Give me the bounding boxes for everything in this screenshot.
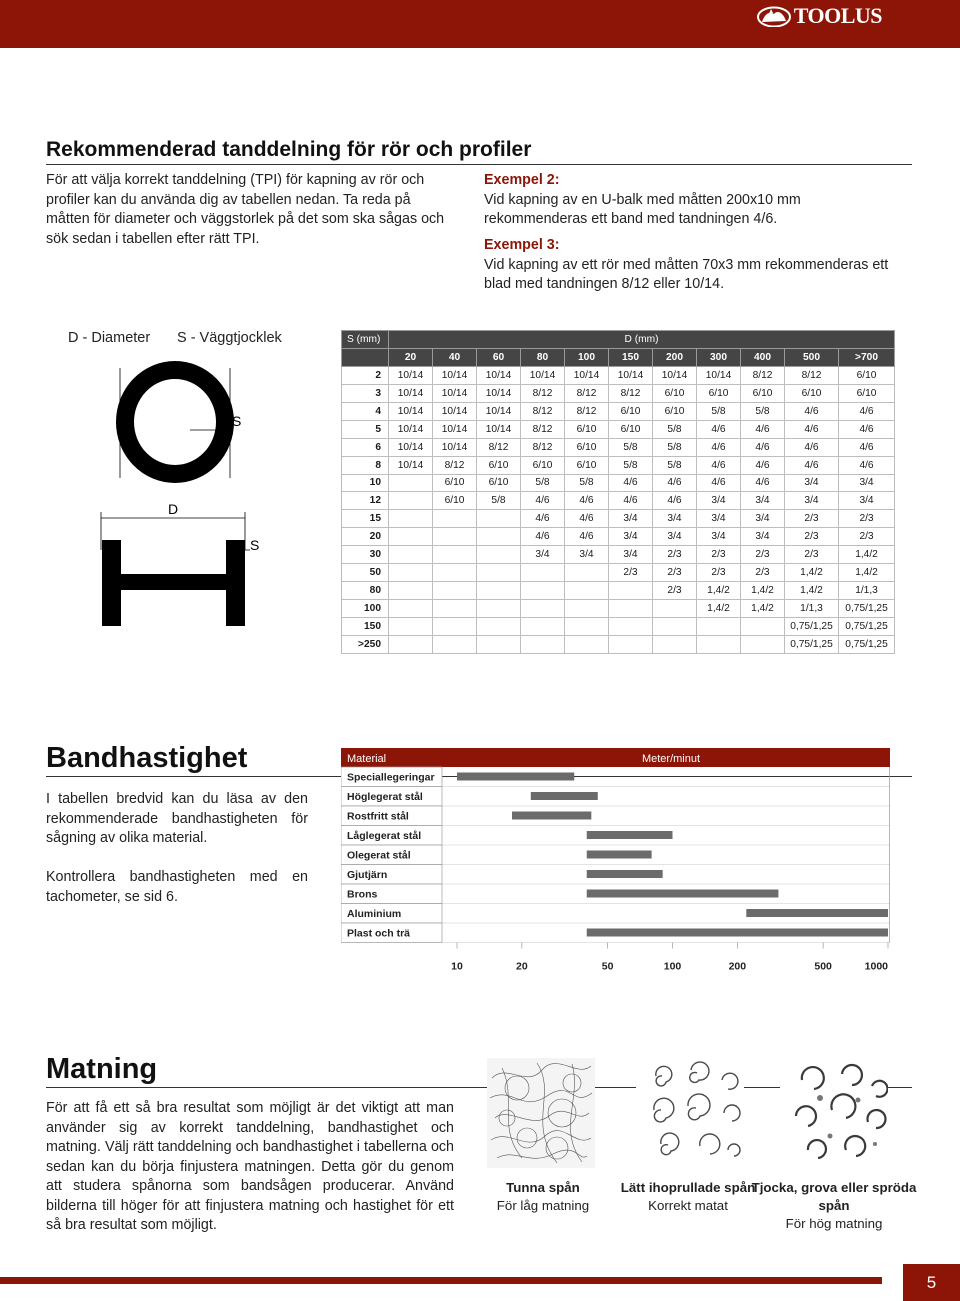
- tpi-cell: 1,4/2: [785, 564, 839, 582]
- example-2-title: Exempel 2:: [484, 172, 560, 188]
- tpi-cell: 5/8: [653, 456, 697, 474]
- band-text-2: Kontrollera bandhastigheten med en tachometer, se sid 6.: [46, 869, 308, 905]
- d-value-header: 100: [565, 348, 609, 366]
- tpi-cell: 10/14: [389, 366, 433, 384]
- tpi-cell: 3/4: [609, 528, 653, 546]
- tpi-cell: 0,75/1,25: [839, 600, 895, 618]
- d-header: D (mm): [389, 331, 895, 349]
- tpi-cell: 10/14: [653, 366, 697, 384]
- footer-bar: [0, 1277, 882, 1284]
- logo-mark-icon: [756, 5, 792, 27]
- tpi-cell: [477, 635, 521, 653]
- tpi-cell: 4/6: [653, 492, 697, 510]
- tpi-cell: 5/8: [609, 456, 653, 474]
- example-3-text: Vid kapning av ett rör med måtten 70x3 mm rekommenderas ett blad med tandningen 8/12 eller 10/14.: [484, 256, 889, 292]
- tpi-cell: [653, 635, 697, 653]
- speed-range-bar: [587, 890, 779, 898]
- tpi-cell: 4/6: [785, 456, 839, 474]
- tpi-cell: 4/6: [839, 420, 895, 438]
- tpi-table-header: [342, 331, 895, 349]
- tpi-cell: 10/14: [521, 366, 565, 384]
- thin-chips-image: [487, 1058, 595, 1168]
- diameter-label: D - Diameter: [68, 330, 151, 346]
- material-label: Låglegerat stål: [347, 830, 422, 842]
- tpi-cell: 6/10: [565, 456, 609, 474]
- tpi-cell: 3/4: [741, 510, 785, 528]
- tpi-cell: [565, 600, 609, 618]
- tpi-cell: 6/10: [433, 474, 477, 492]
- tpi-cell: 2/3: [741, 564, 785, 582]
- tpi-cell: 6/10: [653, 402, 697, 420]
- tpi-cell: 2/3: [785, 546, 839, 564]
- s-value: 12: [342, 492, 389, 510]
- material-label: Speciallegeringar: [347, 771, 435, 784]
- tpi-cell: 8/12: [565, 384, 609, 402]
- tpi-cell: 4/6: [785, 438, 839, 456]
- speed-range-bar: [457, 773, 574, 781]
- tpi-cell: 4/6: [697, 456, 741, 474]
- d-value-header: 500: [785, 348, 839, 366]
- tpi-cell: 5/8: [653, 420, 697, 438]
- d-value-header: 60: [477, 348, 521, 366]
- tpi-cell: [389, 635, 433, 653]
- material-label: Plast och trä: [347, 927, 411, 940]
- tpi-cell: [477, 618, 521, 636]
- tpi-cell: 6/10: [697, 384, 741, 402]
- tpi-cell: 10/14: [609, 366, 653, 384]
- profile-s-label: S: [250, 537, 260, 553]
- tpi-cell: 3/4: [697, 492, 741, 510]
- tpi-cell: 6/10: [741, 384, 785, 402]
- tpi-cell: [433, 600, 477, 618]
- tpi-cell: [389, 582, 433, 600]
- s-value: 150: [342, 618, 389, 636]
- tpi-cell: 5/8: [741, 402, 785, 420]
- d-value-header: 20: [389, 348, 433, 366]
- tpi-cell: 4/6: [653, 474, 697, 492]
- tpi-cell: [565, 635, 609, 653]
- material-label: Olegerat stål: [347, 849, 411, 862]
- tpi-cell: 3/4: [697, 528, 741, 546]
- divider: [46, 164, 912, 165]
- tpi-cell: 4/6: [565, 528, 609, 546]
- tpi-cell: 10/14: [389, 438, 433, 456]
- tpi-cell: 2/3: [741, 546, 785, 564]
- tpi-cell: 5/8: [477, 492, 521, 510]
- tpi-cell: 4/6: [697, 420, 741, 438]
- band-text-1: I tabellen bredvid kan du läsa av den rekommenderade bandhastigheten för sågning av olika material.: [46, 791, 308, 846]
- tpi-cell: 8/12: [433, 456, 477, 474]
- table-row: [342, 474, 895, 492]
- tpi-cell: 10/14: [433, 420, 477, 438]
- tpi-cell: 4/6: [609, 492, 653, 510]
- s-value: >250: [342, 635, 389, 653]
- chip-sub-3: För hög matning: [785, 1216, 883, 1231]
- tpi-cell: 10/14: [477, 366, 521, 384]
- tpi-cell: 4/6: [741, 420, 785, 438]
- tpi-cell: 2/3: [785, 510, 839, 528]
- s-value: 20: [342, 528, 389, 546]
- tpi-cell: [521, 564, 565, 582]
- tpi-cell: 2/3: [653, 582, 697, 600]
- table-row: [342, 528, 895, 546]
- page-number: 5: [903, 1264, 960, 1301]
- logo-wordmark: TOOLUS: [793, 3, 882, 28]
- table-row: [342, 492, 895, 510]
- tpi-cell: [477, 528, 521, 546]
- tpi-cell: 10/14: [389, 420, 433, 438]
- tpi-cell: 8/12: [521, 438, 565, 456]
- tpi-cell: 6/10: [521, 456, 565, 474]
- chip-title-2: Lätt ihoprullade spån: [620, 1180, 756, 1195]
- tpi-cell: 3/4: [785, 492, 839, 510]
- tpi-cell: 5/8: [609, 438, 653, 456]
- tpi-cell: [389, 510, 433, 528]
- material-label: Aluminium: [347, 908, 402, 920]
- tpi-cell: 4/6: [521, 492, 565, 510]
- table-row: [342, 420, 895, 438]
- tpi-cell: 6/10: [839, 384, 895, 402]
- x-tick-label: 500: [814, 960, 832, 973]
- tpi-cell: 0,75/1,25: [785, 635, 839, 653]
- tpi-cell: 3/4: [653, 528, 697, 546]
- tpi-cell: 3/4: [697, 510, 741, 528]
- tpi-cell: [477, 510, 521, 528]
- tpi-cell: 1,4/2: [741, 582, 785, 600]
- tpi-cell: 8/12: [609, 384, 653, 402]
- tpi-cell: [565, 618, 609, 636]
- tube-d-label: D: [168, 501, 179, 517]
- tpi-cell: 4/6: [521, 510, 565, 528]
- tpi-cell: 1,4/2: [697, 582, 741, 600]
- x-tick-label: 100: [663, 960, 682, 973]
- s-value: 100: [342, 600, 389, 618]
- tpi-cell: 10/14: [433, 438, 477, 456]
- tpi-cell: 3/4: [565, 546, 609, 564]
- example-3: [484, 236, 904, 295]
- profile-diagram: [90, 360, 290, 640]
- tpi-cell: 10/14: [389, 402, 433, 420]
- chip-sub-2: Korrekt matat: [648, 1198, 728, 1213]
- chip-title-1: Tunna spån: [506, 1180, 580, 1195]
- tpi-cell: 3/4: [839, 492, 895, 510]
- tpi-cell: 3/4: [653, 510, 697, 528]
- tpi-cell: [389, 528, 433, 546]
- tpi-cell: 1,4/2: [785, 582, 839, 600]
- tpi-cell: [389, 564, 433, 582]
- tpi-cell: 6/10: [609, 402, 653, 420]
- table-row: [342, 582, 895, 600]
- tpi-cell: [389, 546, 433, 564]
- s-value: 10: [342, 474, 389, 492]
- material-label: Brons: [347, 888, 378, 901]
- table-row: [342, 546, 895, 564]
- tpi-cell: 0,75/1,25: [839, 635, 895, 653]
- chip-sub-1: För låg matning: [496, 1198, 590, 1213]
- tpi-cell: [433, 546, 477, 564]
- d-value-header: >700: [839, 348, 895, 366]
- thick-chips-image: [780, 1058, 888, 1168]
- tpi-cell: 8/12: [477, 438, 521, 456]
- tpi-cell: 2/3: [653, 564, 697, 582]
- tpi-cell: 6/10: [477, 474, 521, 492]
- tpi-cell: 6/10: [433, 492, 477, 510]
- tpi-cell: [521, 582, 565, 600]
- tpi-cell: 4/6: [565, 492, 609, 510]
- tpi-cell: 10/14: [433, 366, 477, 384]
- table-row: [342, 600, 895, 618]
- speed-range-bar: [587, 929, 888, 937]
- table-row: [342, 564, 895, 582]
- d-values-row: [342, 348, 895, 366]
- tpi-cell: 6/10: [609, 420, 653, 438]
- tpi-cell: [521, 600, 565, 618]
- d-value-header: 40: [433, 348, 477, 366]
- tpi-cell: 10/14: [477, 402, 521, 420]
- s-value: 80: [342, 582, 389, 600]
- tpi-cell: 6/10: [565, 438, 609, 456]
- tpi-cell: [697, 618, 741, 636]
- table-row: [342, 384, 895, 402]
- tpi-cell: 10/14: [389, 456, 433, 474]
- d-values-corner: [342, 348, 389, 366]
- tpi-cell: 10/14: [477, 420, 521, 438]
- tpi-cell: 6/10: [839, 366, 895, 384]
- tpi-cell: [653, 600, 697, 618]
- s-value: 4: [342, 402, 389, 420]
- tpi-cell: [477, 546, 521, 564]
- speed-range-bar: [746, 909, 888, 917]
- tpi-cell: 4/6: [785, 402, 839, 420]
- table-row: [342, 366, 895, 384]
- tpi-cell: 8/12: [565, 402, 609, 420]
- chip-title-3: Tjocka, grova eller spröda spån: [751, 1180, 917, 1213]
- tpi-cell: [565, 582, 609, 600]
- chart-header-bar: [341, 748, 890, 767]
- s-header: S (mm): [342, 331, 389, 349]
- tpi-cell: [741, 635, 785, 653]
- tpi-cell: 1,4/2: [741, 600, 785, 618]
- table-row: [342, 438, 895, 456]
- band-heading: Bandhastighet: [46, 742, 248, 774]
- tpi-cell: 8/12: [521, 420, 565, 438]
- s-value: 15: [342, 510, 389, 528]
- tpi-intro-text: För att välja korrekt tanddelning (TPI) för kapning av rör och profiler kan du använda dig av tabellen nedan. Ta reda på måtten för diameter och väggstorlek på det som ska sågas och sök sedan i tabellen efter rätt TPI.: [46, 172, 445, 247]
- x-tick-label: 200: [728, 960, 747, 973]
- tpi-heading: Rekommenderad tanddelning för rör och profiler: [46, 138, 532, 161]
- tpi-cell: 1,4/2: [697, 600, 741, 618]
- tpi-cell: [609, 618, 653, 636]
- tpi-cell: [389, 600, 433, 618]
- chart-header-material: Material: [347, 753, 387, 765]
- tpi-cell: [433, 528, 477, 546]
- x-tick-label: 20: [516, 960, 528, 973]
- d-value-header: 400: [741, 348, 785, 366]
- tpi-cell: 4/6: [785, 420, 839, 438]
- matning-heading: Matning: [46, 1053, 158, 1085]
- x-tick-label: 50: [601, 960, 614, 973]
- speed-range-bar: [587, 851, 652, 859]
- tpi-cell: 4/6: [839, 402, 895, 420]
- tpi-cell: 2/3: [697, 564, 741, 582]
- tpi-cell: 4/6: [697, 474, 741, 492]
- tpi-cell: 4/6: [741, 456, 785, 474]
- tpi-table: [341, 330, 895, 654]
- tpi-cell: 4/6: [565, 510, 609, 528]
- speed-range-bar: [512, 812, 591, 820]
- s-value: 2: [342, 366, 389, 384]
- tpi-cell: [389, 492, 433, 510]
- material-label: Gjutjärn: [347, 869, 388, 881]
- tpi-cell: [433, 510, 477, 528]
- example-3-title: Exempel 3:: [484, 237, 560, 253]
- tpi-cell: 3/4: [839, 474, 895, 492]
- tpi-cell: 0,75/1,25: [839, 618, 895, 636]
- d-value-header: 300: [697, 348, 741, 366]
- tpi-cell: 6/10: [653, 384, 697, 402]
- table-row: [342, 635, 895, 653]
- tpi-cell: [609, 582, 653, 600]
- tpi-cell: 1,4/2: [839, 564, 895, 582]
- speed-range-bar: [531, 792, 598, 800]
- s-value: 3: [342, 384, 389, 402]
- tpi-cell: 10/14: [697, 366, 741, 384]
- tpi-cell: 4/6: [609, 474, 653, 492]
- d-value-header: 200: [653, 348, 697, 366]
- tpi-cell: 10/14: [433, 384, 477, 402]
- table-row: [342, 510, 895, 528]
- d-value-header: 80: [521, 348, 565, 366]
- tpi-cell: [697, 635, 741, 653]
- tpi-cell: 2/3: [653, 546, 697, 564]
- tpi-cell: [389, 618, 433, 636]
- tpi-cell: 3/4: [785, 474, 839, 492]
- tpi-cell: 4/6: [839, 438, 895, 456]
- tpi-cell: [389, 474, 433, 492]
- tpi-cell: 6/10: [477, 456, 521, 474]
- tpi-cell: 3/4: [609, 546, 653, 564]
- tpi-cell: 4/6: [521, 528, 565, 546]
- example-2-text: Vid kapning av en U-balk med måtten 200x10 mm rekommenderas ett band med tandningen 4/6.: [484, 191, 801, 227]
- tpi-cell: [477, 564, 521, 582]
- brand-logo: [756, 4, 882, 28]
- tpi-cell: 2/3: [839, 528, 895, 546]
- tpi-cell: [433, 618, 477, 636]
- tpi-cell: 3/4: [609, 510, 653, 528]
- speed-range-bar: [587, 831, 673, 839]
- table-row: [342, 402, 895, 420]
- s-value: 8: [342, 456, 389, 474]
- tpi-cell: 8/12: [521, 402, 565, 420]
- tpi-cell: 10/14: [389, 384, 433, 402]
- tpi-cell: [433, 582, 477, 600]
- tpi-cell: [521, 635, 565, 653]
- tpi-cell: [433, 635, 477, 653]
- tpi-cell: 8/12: [741, 366, 785, 384]
- s-value: 30: [342, 546, 389, 564]
- s-value: 50: [342, 564, 389, 582]
- example-2: [484, 171, 904, 230]
- tpi-cell: 5/8: [697, 402, 741, 420]
- tpi-cell: 10/14: [565, 366, 609, 384]
- tpi-cell: [741, 618, 785, 636]
- material-label: Höglegerat stål: [347, 791, 423, 803]
- wall-thickness-label: S - Väggtjocklek: [177, 330, 282, 346]
- tpi-cell: 2/3: [839, 510, 895, 528]
- tpi-cell: 2/3: [697, 546, 741, 564]
- table-row: [342, 456, 895, 474]
- speed-range-bar: [587, 870, 663, 878]
- table-row: [342, 618, 895, 636]
- tpi-cell: 6/10: [785, 384, 839, 402]
- tpi-cell: 4/6: [839, 456, 895, 474]
- chart-header-speed: Meter/minut: [641, 753, 701, 765]
- tpi-cell: [609, 635, 653, 653]
- tpi-cell: 4/6: [741, 474, 785, 492]
- tpi-cell: 1/1,3: [839, 582, 895, 600]
- tpi-cell: [565, 564, 609, 582]
- tpi-cell: 1/1,3: [785, 600, 839, 618]
- chip-caption-3: [746, 1179, 922, 1233]
- curled-chips-image: [636, 1058, 744, 1168]
- d-value-header: 150: [609, 348, 653, 366]
- tpi-cell: 8/12: [521, 384, 565, 402]
- tpi-cell: [433, 564, 477, 582]
- x-tick-label: 1000: [864, 960, 888, 973]
- material-label: Rostfritt stål: [347, 810, 409, 823]
- s-value: 5: [342, 420, 389, 438]
- tpi-cell: [521, 618, 565, 636]
- tpi-cell: [609, 600, 653, 618]
- x-tick-label: 10: [451, 960, 463, 973]
- tpi-cell: 5/8: [521, 474, 565, 492]
- tpi-cell: 3/4: [741, 492, 785, 510]
- tpi-cell: 3/4: [741, 528, 785, 546]
- tpi-cell: 1,4/2: [839, 546, 895, 564]
- tpi-cell: 5/8: [565, 474, 609, 492]
- matning-text: För att få ett så bra resultat som möjligt är det viktigt att man använder sig av korrekt tanddelning, bandhastighet och matning. Välj rätt tanddelning och bandhastighet i tabellerna och sedan kan du börja finjustera matningen. Detta gör du genom att studera spånorna som bandsågen producerar. Använd bilderna till höger för att finjustera matning och hastighet för ett så bra resultat som möjligt.: [46, 1100, 454, 1233]
- s-value: 6: [342, 438, 389, 456]
- tpi-cell: 8/12: [785, 366, 839, 384]
- tpi-cell: 6/10: [565, 420, 609, 438]
- tpi-cell: [477, 582, 521, 600]
- tpi-cell: 4/6: [741, 438, 785, 456]
- tpi-cell: 3/4: [521, 546, 565, 564]
- tpi-cell: 2/3: [785, 528, 839, 546]
- tpi-cell: 4/6: [697, 438, 741, 456]
- tpi-cell: [477, 600, 521, 618]
- tpi-cell: [653, 618, 697, 636]
- band-speed-chart: [341, 748, 890, 978]
- tpi-cell: 10/14: [433, 402, 477, 420]
- tpi-cell: 2/3: [609, 564, 653, 582]
- tpi-cell: 10/14: [477, 384, 521, 402]
- tube-s-label: S: [232, 413, 242, 429]
- tpi-cell: 5/8: [653, 438, 697, 456]
- tpi-cell: 0,75/1,25: [785, 618, 839, 636]
